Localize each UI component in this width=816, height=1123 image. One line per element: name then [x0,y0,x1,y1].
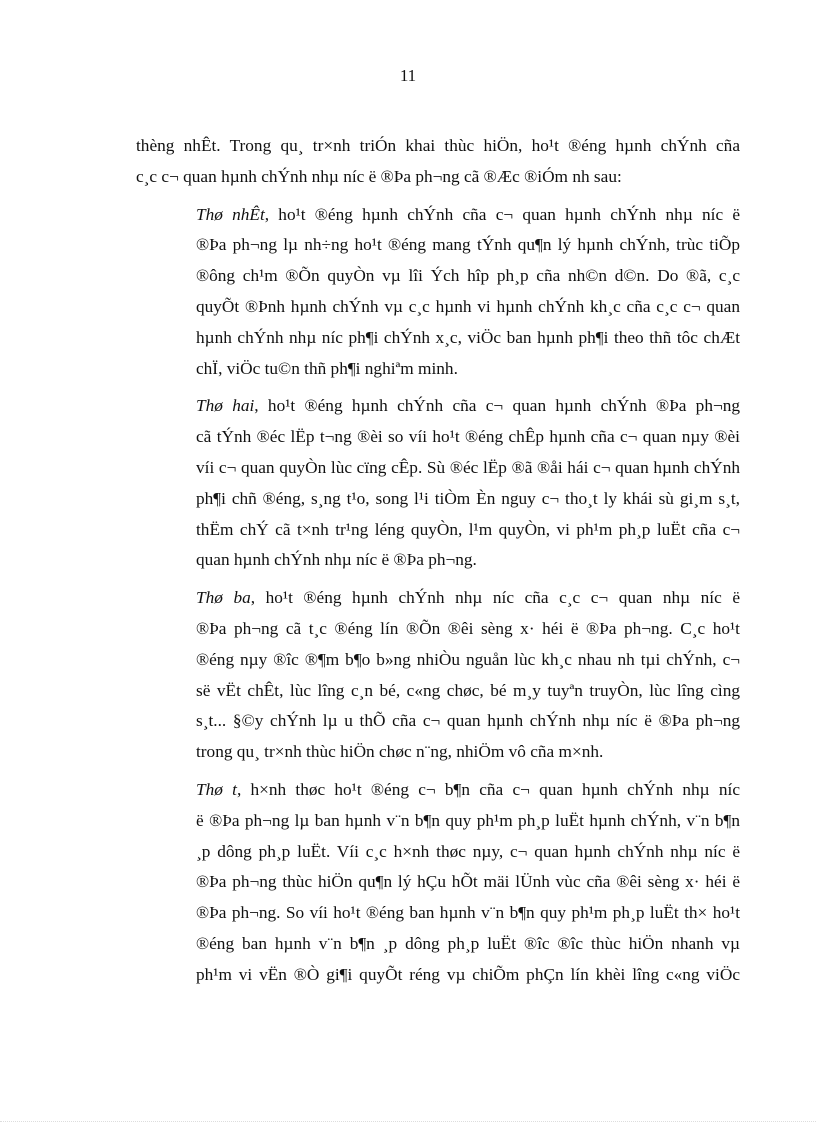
page-number: 11 [399,66,417,85]
text-line: quan hµnh chÝnh nhµ níc ë ®Þa ph¬ng. [196,550,477,570]
text-line: ®ông ch¹m ®Õn quyÒn vµ lîi Ých hîp ph¸p cña nh©n d©n. Do ®ã, c¸c [196,266,740,286]
text-line: ®éng ban hµnh v¨n b¶n ¸p dông ph¸p luËt ®îc ®îc thùc hiÖn nhanh vµ [196,933,740,953]
text-line: Thø ba, ho¹t ®éng hµnh chÝnh nhµ níc cña c¸c c¬ quan nhµ níc ë [196,588,740,608]
paragraph-second [136,391,740,576]
text-line: Thø t, h×nh thøc ho¹t ®éng c¬ b¶n cña c¬ quan hµnh chÝnh nhµ níc [196,779,740,799]
page-bottom-divider [0,1121,816,1122]
text-line: ë ®Þa ph¬ng lµ ban hµnh v¨n b¶n quy ph¹m ph¸p luËt hµnh chÝnh, v¨n b¶n [196,810,740,830]
text-line: cã tÝnh ®éc lËp t¬ng ®èi so víi ho¹t ®éng chÊp hµnh cña c¬ quan nµy ®èi [196,427,740,447]
text-line: ®Þa ph¬ng. So víi ho¹t ®éng ban hµnh v¨n b¶n quy ph¹m ph¸p luËt th× ho¹t [196,903,740,923]
text-line: Thø hai, ho¹t ®éng hµnh chÝnh cña c¬ quan hµnh chÝnh ®Þa ph¬ng [196,396,740,416]
text-line: ®Þa ph¬ng thùc hiÖn qu¶n lý hÇu hÕt mäi lÜnh vùc cña ®êi sèng x· héi ë [196,872,740,892]
text-line: víi c¬ quan quyÒn lùc cïng cÊp. Sù ®éc lËp ®ã ®åi hái c¬ quan hµnh chÝnh [196,457,740,477]
text-line: ph¹m vi vËn ®Ò gi¶i quyÕt réng vµ chiÕm phÇn lín khèi lîng c«ng viÖc [196,964,740,984]
paragraph-lead: Thø t [196,779,237,799]
text-line: ¸p dông ph¸p luËt. Víi c¸c h×nh thøc nµy, c¬ quan hµnh chÝnh nhµ níc ë [196,841,740,861]
text-line: Thø nhÊt, ho¹t ®éng hµnh chÝnh cña c¬ quan hµnh chÝnh nhµ níc ë [196,204,741,224]
text-line: c¸c c¬ quan hµnh chÝnh nhµ níc ë ®Þa ph¬ng cã ®Æc ®iÓm nh sau: [136,166,622,186]
text-line: ph¶i chñ ®éng, s¸ng t¹o, song l¹i tiÒm Èn nguy c¬ tho¸t ly khái sù gi¸m s¸t, [196,488,740,508]
text-line: thèng nhÊt. Trong qu¸ tr×nh triÓn khai thùc hiÖn, ho¹t ®éng hµnh chÝnh cña [136,136,740,155]
text-line: chÏ, viÖc tu©n thñ ph¶i nghiªm minh. [196,358,458,378]
paragraph-fourth [136,775,740,991]
paragraph-lead: Thø nhÊt [196,204,265,224]
text-line: trong qu¸ tr×nh thùc hiÖn chøc n¨ng, nhiÖm vô cña m×nh. [196,742,604,762]
text-line: së vËt chÊt, lùc lîng c¸n bé, c«ng chøc, bé m¸y tuyªn truyÒn, lùc lîng cìng [196,680,740,700]
paragraph-third [136,583,740,768]
text-line: s¸t... §©y chÝnh lµ u thÕ cña c¬ quan hµnh chÝnh nhµ níc ë ®Þa ph¬ng [196,711,740,731]
text-line: hµnh chÝnh nhµ níc ph¶i chÝnh x¸c, viÖc ban hµnh ph¶i theo thñ tôc chÆt [196,327,740,347]
body-text [136,131,740,991]
text-line: quyÕt ®Þnh hµnh chÝnh vµ c¸c hµnh vi hµnh chÝnh kh¸c cña c¸c c¬ quan [196,296,740,316]
text-line: thËm chÝ cã t×nh tr¹ng léng quyÒn, l¹m quyÒn, vi ph¹m ph¸p luËt cña c¬ [196,519,740,539]
paragraph-lead: Thø ba [196,588,251,608]
text-line: ®Þa ph¬ng cã t¸c ®éng lín ®Õn ®êi sèng x· héi ë ®Þa ph¬ng. C¸c ho¹t [196,618,740,638]
paragraph-intro [136,131,740,193]
paragraph-first [136,200,740,385]
text-line: ®Þa ph¬ng lµ nh÷ng ho¹t ®éng mang tÝnh qu¶n lý hµnh chÝnh, trùc tiÕp [196,235,740,255]
text-line: ®éng nµy ®îc ®¶m b¶o b»ng nhiÒu nguån lùc kh¸c nhau nh tµi chÝnh, c¬ [196,649,740,669]
paragraph-lead: Thø hai [196,396,255,416]
